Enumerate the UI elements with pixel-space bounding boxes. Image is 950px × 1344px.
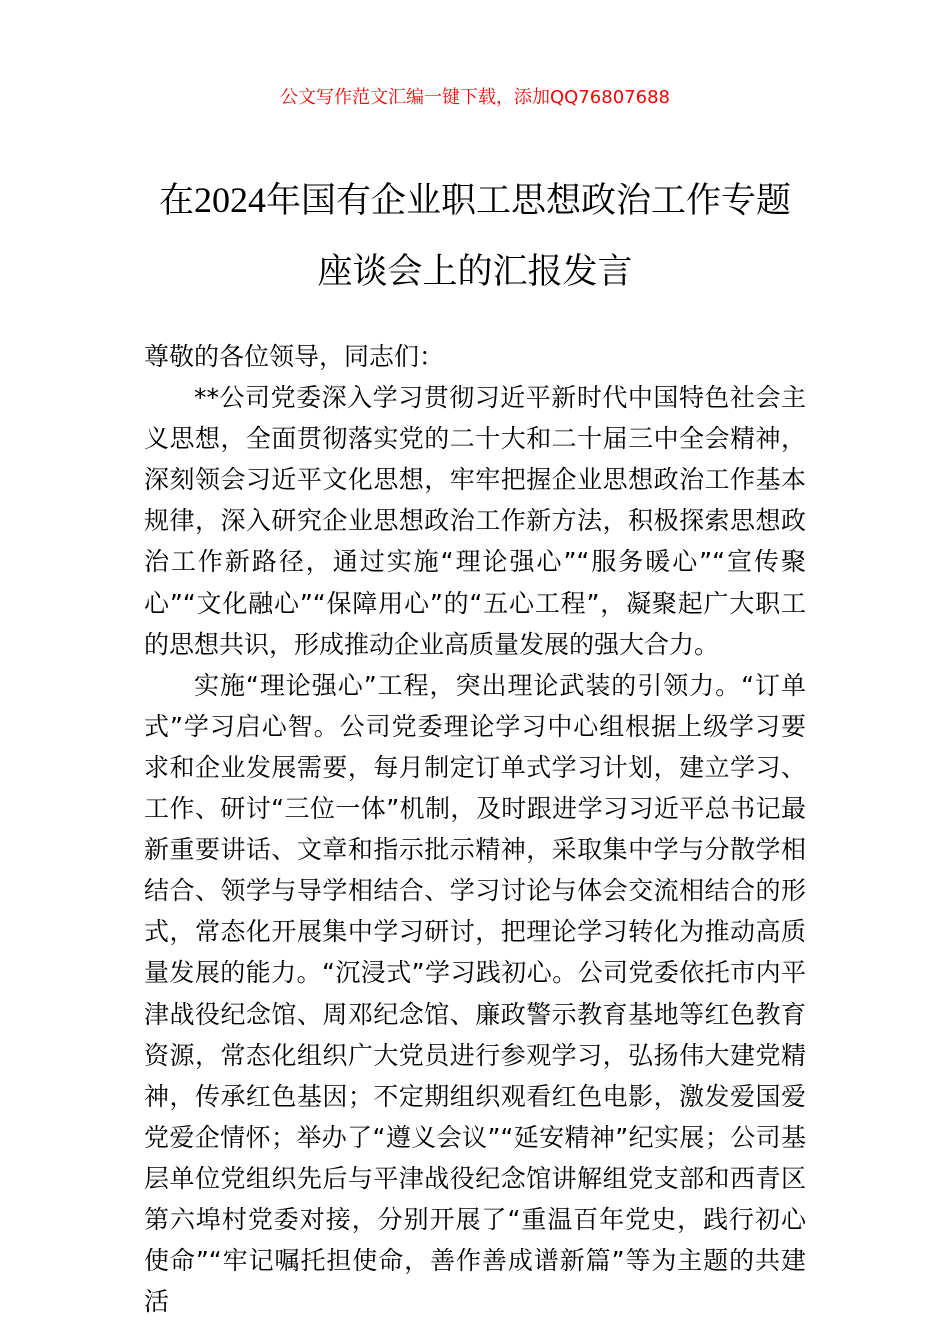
salutation: 尊敬的各位领导，同志们： bbox=[144, 342, 445, 371]
paragraph-intro: **公司党委深入学习贯彻习近平新时代中国特色社会主义思想，全面贯彻落实党的二十大和二十届三中全会精神，深刻领会习近平文化思想，牢牢把握企业思想政治工作基本规律，深入研究企业思想政治工作新方法，积极探索思想政治工作新路径，通过实施“理论强心”“服务暖心”“宣传聚心”“文化融心”“保障用心”的“五心工程”，凝聚起广大职工的思想共识，形成推动企业高质量发展的强大合力。 bbox=[144, 383, 806, 659]
page-title-line-2: 座谈会上的汇报发言 bbox=[317, 252, 633, 292]
page-title-line-1 bbox=[0, 178, 950, 223]
promo-banner: 公文写作范文汇编一键下载，添加QQ76807688 bbox=[280, 87, 670, 108]
title-suffix: 年国有企业职工思想政治工作专题 bbox=[266, 181, 792, 221]
document-body bbox=[144, 336, 806, 1322]
title-year: 2024 bbox=[194, 180, 266, 220]
title-prefix: 在 bbox=[158, 181, 194, 221]
paragraph-theory: 实施“理论强心”工程，突出理论武装的引领力。“订单式”学习启心智。公司党委理论学习中心组根据上级学习要求和企业发展需要，每月制定订单式学习计划，建立学习、工作、研讨“三位一体”机制，及时跟进学习习近平总书记最新重要讲话、文章和指示批示精神，采取集中学与分散学相结合、领学与导学相结合、学习讨论与体会交流相结合的形式，常态化开展集中学习研讨，把理论学习转化为推动高质量发展的能力。“沉浸式”学习践初心。公司党委依托市内平津战役纪念馆、周邓纪念馆、廉政警示教育基地等红色教育资源，常态化组织广大党员进行参观学习，弘扬伟大建党精神，传承红色基因；不定期组织观看红色电影，激发爱国爱党爱企情怀；举办了“遵义会议”“延安精神”纪实展；公司基层单位党组织先后与平津战役纪念馆讲解组党支部和西青区第六埠村党委对接，分别开展了“重温百年党史，践行初心使命”“牢记嘱托担使命，善作善成谱新篇”等为主题的共建活 bbox=[144, 670, 806, 1317]
